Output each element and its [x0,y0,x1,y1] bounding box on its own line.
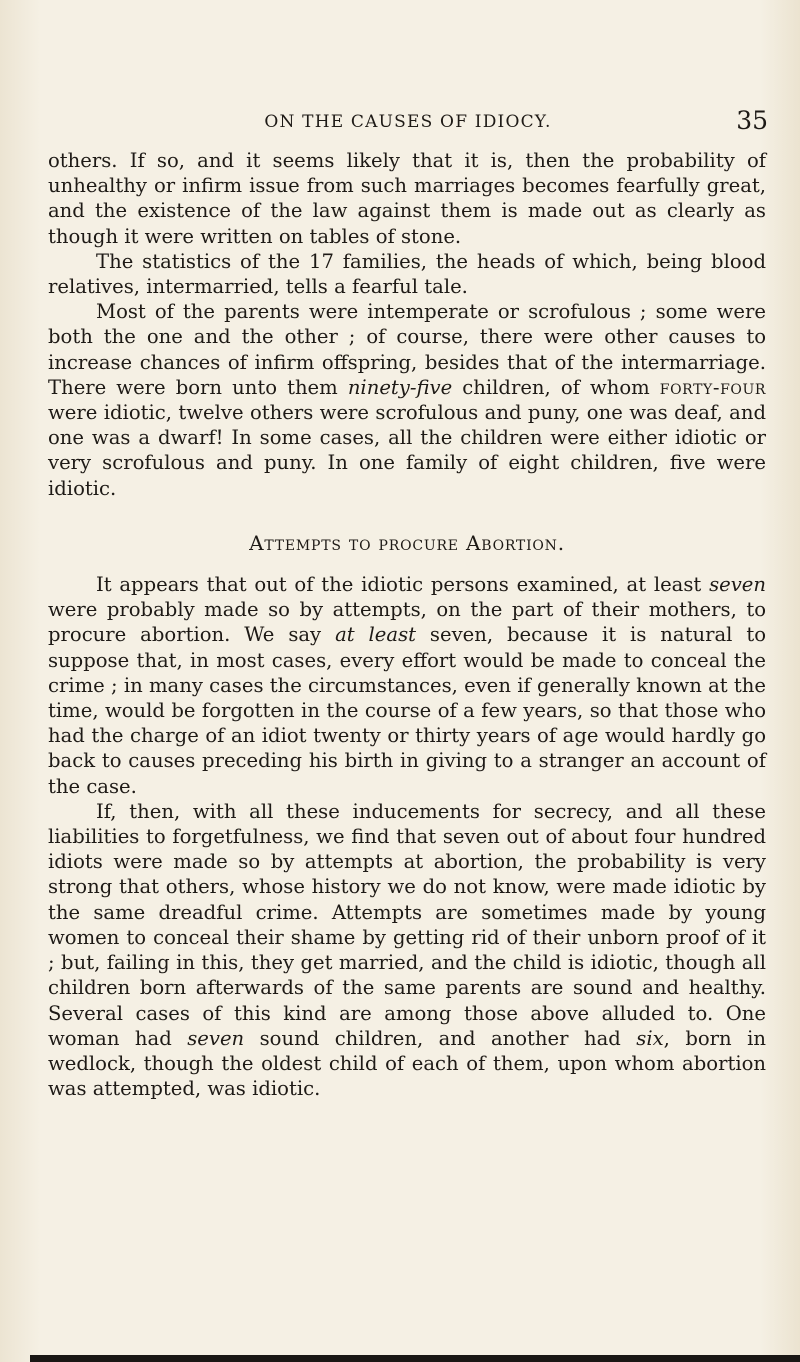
paragraph-5-emphasis-2: six [636,1026,664,1050]
paragraph-4-emphasis-2: at least [335,623,417,647]
section-heading-text: Attempts to procure Abortion. [249,530,565,555]
running-title: ON THE CAUSES OF IDIOCY. [264,112,552,132]
paragraph-abortion [48,572,766,799]
paragraph-statistics [48,249,766,299]
paragraph-3-emphasis: ninety-five [347,375,453,399]
paragraph-5-part-3: , born in wedlock, though the oldest child of each of them, upon whom abortion was attempted, was idiotic. [48,1026,766,1101]
bottom-edge-shadow [30,1355,800,1362]
paragraph-3-part-3: were idiotic, twelve others were scrofulous and puny, one was deaf, and one was a dwarf! In some cases, all the children were either idiotic or very scrofulous and puny. In one family of eight children, five were idiotic. [48,401,766,500]
paragraph-3-small-caps: forty-four [659,375,766,399]
paragraph-1-text: others. If so, and it seems likely that it is, then the probability of unhealthy or infirm issue from such marriages becomes fearfully great, and the existence of the law against them is made out as clearly as though it were written on tables of stone. [48,149,766,248]
paragraph-4-part-1: It appears that out of the idiotic persons examined, at least [96,573,710,597]
paragraph-3-part-2: children, of whom [452,375,660,399]
paragraph-parents [48,299,766,501]
paragraph-5-part-2: sound children, and another had [244,1026,637,1050]
paragraph-4-part-3: seven, because it is natural to suppose that, in most cases, every effort would be made to conceal the crime ; in many cases the circumstances, even if generally known at the time, would be forgotten in the course of a few years, so that those who had the charge of an idiot twenty or thirty years of age would hardly go back to causes preceding his birth in giving to a stranger an account of the case. [48,623,766,798]
paragraph-5-emphasis-1: seven [187,1026,245,1050]
paragraph-4-part-2: were probably made so by attempts, on the part of their mothers, to procure abortion. We say [48,598,766,647]
page-header [48,106,768,134]
page-number: 35 [736,106,768,135]
paragraph-5-part-1: If, then, with all these inducements for secrecy, and all these liabilities to forgetfulness, we find that seven out of about four hundred idiots were made so by attempts at abortion, the probability is very strong that others, whose history we do not know, were made idiotic by the same dreadful crime. Attempts are sometimes made by young women to conceal their shame by getting rid of their unborn proof of it ; but, failing in this, they get married, and the child is idiotic, though all children born afterwards of the same parents are sound and healthy. Several cases of this kind are among those above alluded to. One woman had [48,799,766,1050]
paragraph-4-emphasis-1: seven [709,573,766,597]
body-text [48,148,766,1101]
paragraph-continued [48,148,766,249]
paragraph-inducements [48,799,766,1101]
paragraph-2-text: The statistics of the 17 families, the heads of which, being blood relatives, intermarried, tells a fearful tale. [48,249,766,299]
paragraph-3-part-1: Most of the parents were intemperate or scrofulous ; some were both the one and the other ; of course, there were other causes to increase chances of infirm offspring, besides that of the intermarriage. There were born unto them [48,300,766,399]
section-heading [48,531,766,556]
